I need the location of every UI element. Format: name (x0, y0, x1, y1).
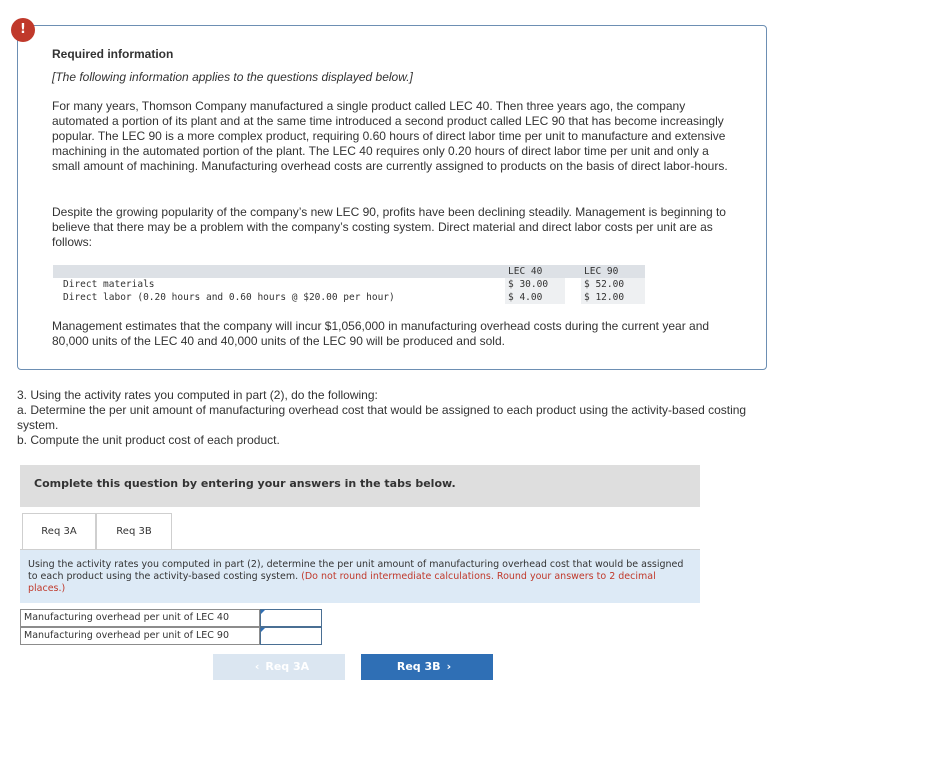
header-lec90: LEC 90 (584, 266, 619, 277)
exclamation-icon: ! (11, 18, 35, 42)
cell-lec40: $ 4.00 (508, 292, 543, 303)
required-information-box (17, 25, 767, 370)
table-row (53, 291, 645, 304)
cost-table (53, 265, 645, 304)
chevron-left-icon: ‹ (254, 660, 260, 673)
tab-panel-req-3a (20, 549, 700, 603)
answer-label-lec40: Manufacturing overhead per unit of LEC 40 (20, 609, 260, 627)
row-label: Direct labor (0.20 hours and 0.60 hours @ $20.00 per hour) (63, 292, 395, 303)
input-marker-icon (261, 628, 265, 632)
next-button-label: Req 3B (396, 660, 441, 673)
info-title: Required information (52, 47, 174, 61)
next-req-3b-button[interactable] (361, 654, 493, 680)
instructions-bar (20, 465, 700, 507)
cost-table-header (53, 265, 645, 278)
question-line-2: a. Determine the per unit amount of manufacturing overhead cost that would be assigned to each product using the activity-based costing system. (17, 403, 747, 432)
info-paragraph-3: Management estimates that the company will incur $1,056,000 in manufacturing overhead costs during the current year and 80,000 units of the LEC 40 and 40,000 units of the LEC 90 will be produced and sold. (52, 319, 710, 348)
tab-req-3a[interactable]: Req 3A (22, 513, 96, 550)
panel-rounding-note: (Do not round intermediate calculations. Round your answers to 2 decimal places.) (28, 571, 656, 594)
prev-req-3a-button[interactable] (213, 654, 345, 680)
info-subtitle: [The following information applies to the questions displayed below.] (52, 70, 413, 84)
input-marker-icon (261, 610, 265, 614)
cell-lec90: $ 52.00 (584, 279, 625, 290)
question-line-3: b. Compute the unit product cost of each product. (17, 433, 280, 447)
question-line-1: 3. Using the activity rates you computed in part (2), do the following: (17, 388, 378, 402)
question-text (17, 388, 757, 448)
row-label: Direct materials (63, 279, 155, 290)
info-paragraph-1: For many years, Thomson Company manufactured a single product called LEC 40. Then three years ago, the company automated a portion of its plant and at the same time introduced a second product called LEC 90 that has become increasingly popular. The LEC 90 is a more complex product, requiring 0.60 hours of direct labor time per unit to manufacture and extensive machining in the automated portion of the plant. The LEC 40 requires only 0.20 hours of direct labor time per unit and only a small amount of machining. Manufacturing overhead costs are currently assigned to products on the basis of direct labor-hours. (52, 99, 728, 173)
panel-instruction: Using the activity rates you computed in part (2), determine the per unit amount of manufacturing overhead cost that would be assigned to each product using the activity-based costing system. (28, 559, 684, 582)
cell-lec90: $ 12.00 (584, 292, 625, 303)
overhead-lec40-input[interactable] (260, 609, 322, 627)
instructions-text: Complete this question by entering your answers in the tabs below. (34, 477, 456, 490)
answer-label-lec90: Manufacturing overhead per unit of LEC 90 (20, 627, 260, 645)
header-lec40: LEC 40 (508, 266, 543, 277)
overhead-lec90-input[interactable] (260, 627, 322, 645)
tab-req-3b[interactable]: Req 3B (96, 513, 172, 550)
chevron-right-icon: › (446, 660, 452, 673)
prev-button-label: Req 3A (265, 660, 310, 673)
cell-lec40: $ 30.00 (508, 279, 549, 290)
info-paragraph-2: Despite the growing popularity of the company’s new LEC 90, profits have been declining steadily. Management is beginning to believe that there may be a problem with the company’s costing system. Direct material and direct labor costs per unit are as follows: (52, 205, 726, 249)
table-row (53, 278, 645, 291)
